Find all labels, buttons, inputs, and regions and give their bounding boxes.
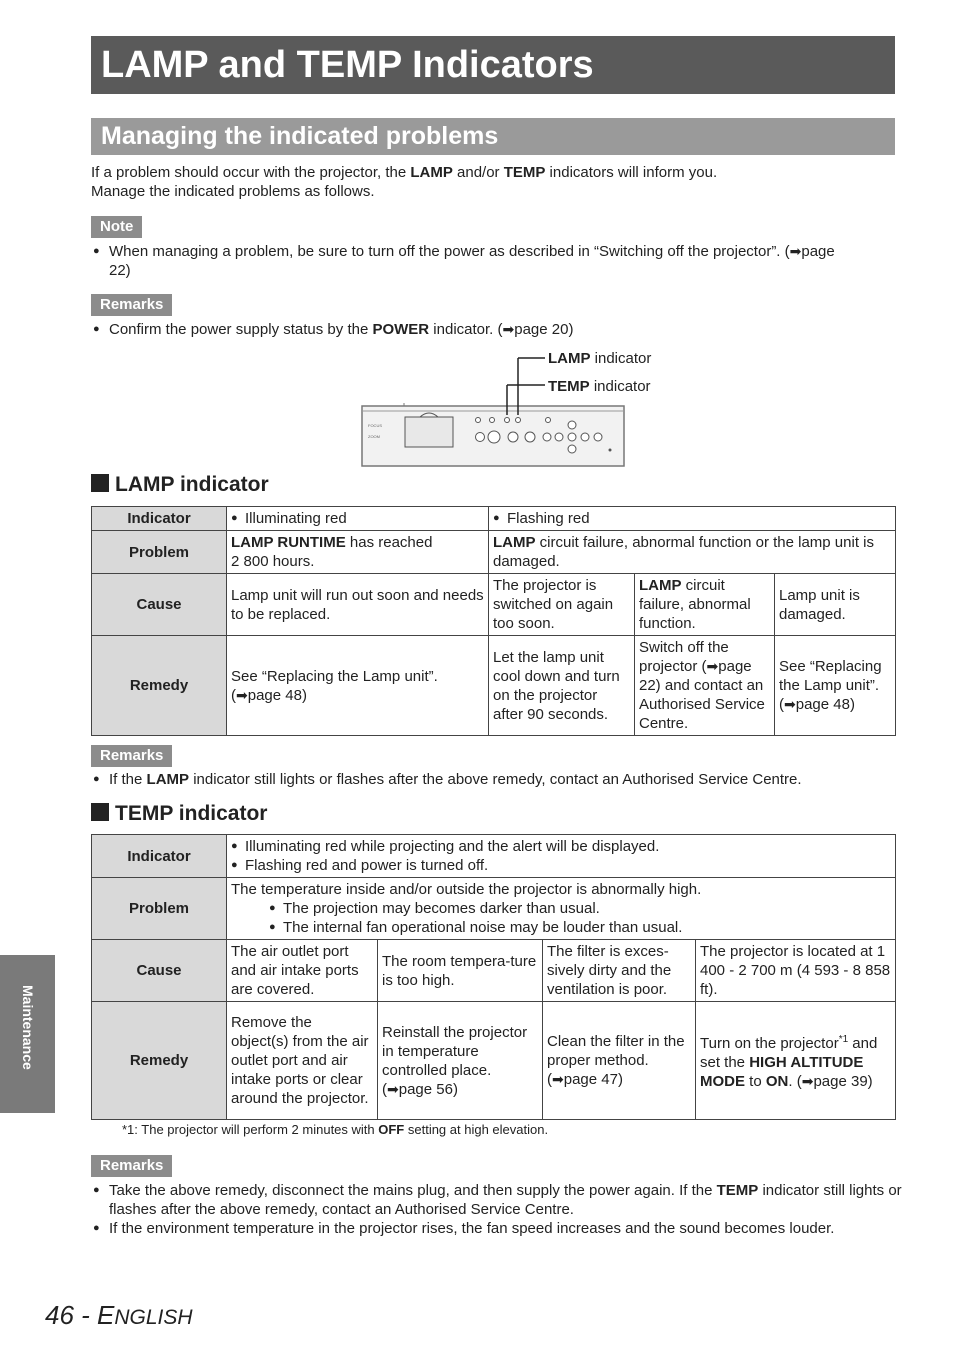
lamp-indicator-callout: LAMP indicator xyxy=(548,350,652,367)
intro: If a problem should occur with the projector, the LAMP and/or TEMP indicators will inform you. Manage the indicated problems as follows. xyxy=(91,164,718,200)
table-row: Cause The air outlet port and air intake ports are covered. The room tempera-ture is too high. The filter is exces-sively dirty and the ventilation is poor. The projector is located at 1 400 - 2 700 m (4 593 - 8 858 ft). xyxy=(92,940,896,1002)
table-row: Indicator ● Illuminating red while projecting and the alert will be displayed. ● Flashing red and power is turned off. xyxy=(92,835,896,878)
table-row: Problem The temperature inside and/or outside the projector is abnormally high. ● The projection may becomes darker than usual. ● The internal fan operational noise may be louder than usual. xyxy=(92,878,896,940)
footnote: *1: The projector will perform 2 minutes with OFF setting at high elevation. xyxy=(122,1122,549,1137)
remarks1-text: ● Confirm the power supply status by the POWER indicator. (➡page 20) xyxy=(91,320,909,339)
page-number: 46 - ENGLISH xyxy=(45,1300,193,1330)
arrow-right-icon: ➡ xyxy=(236,686,248,703)
note-tag: Note xyxy=(91,216,142,238)
table-row: Indicator ● Illuminating red ● Flashing red xyxy=(92,507,896,531)
lamp-indicator-heading: LAMP indicator xyxy=(91,473,269,497)
remarks3-bullet-2: ● If the environment temperature in the projector rises, the fan speed increases and the sound becomes louder. xyxy=(91,1219,915,1238)
square-bullet-icon xyxy=(91,474,109,492)
arrow-right-icon: ➡ xyxy=(801,1073,814,1089)
temp-indicator-heading: TEMP indicator xyxy=(91,802,267,826)
side-tab-maintenance: Maintenance xyxy=(0,955,55,1113)
svg-text:FOCUS: FOCUS xyxy=(368,423,382,428)
temp-indicator-callout: TEMP indicator xyxy=(548,378,651,395)
lamp-indicator-table xyxy=(91,506,896,736)
table-row: Problem LAMP RUNTIME has reached 2 800 hours. LAMP circuit failure, abnormal function or the lamp unit is damaged. xyxy=(92,531,896,574)
note-text: ● When managing a problem, be sure to turn off the power as described in “Switching off the projector”. (➡page 22) xyxy=(91,242,909,280)
table-row: Remedy Remove the object(s) from the air outlet port and air intake ports or clear around the projector. Reinstall the projector in temperature controlled place. (➡page 56) Clean the filter in the proper method. (➡page 47) Turn on the projector$^{*1}$ and set the HIGH ALTITUDE MODE to ON. (➡page 39) xyxy=(92,1002,896,1120)
arrow-right-icon: ➡ xyxy=(387,1080,399,1097)
page-title: LAMP and TEMP Indicators xyxy=(101,44,594,86)
remarks-tag: Remarks xyxy=(91,745,172,767)
svg-text:ZOOM: ZOOM xyxy=(368,434,380,439)
arrow-right-icon: ➡ xyxy=(502,321,515,337)
page-title-bar xyxy=(91,36,895,94)
table-row: Cause Lamp unit will run out soon and needs to be replaced. The projector is switched on again too soon. LAMP circuit failure, abnormal function. Lamp unit is damaged. xyxy=(92,574,896,636)
arrow-right-icon: ➡ xyxy=(789,243,802,259)
remarks-tag: Remarks xyxy=(91,294,172,316)
arrow-right-icon: ➡ xyxy=(706,658,719,674)
remarks-tag: Remarks xyxy=(91,1155,172,1177)
remarks3-bullet-1: ● Take the above remedy, disconnect the mains plug, and then supply the power again. If the TEMP indicator still lights or flashes after the above remedy, contact an Authorised Service Centre. xyxy=(91,1181,915,1219)
section-title: Managing the indicated problems xyxy=(101,122,499,150)
square-bullet-icon xyxy=(91,803,109,821)
temp-indicator-table xyxy=(91,834,896,1120)
section-title-bar xyxy=(91,118,895,155)
arrow-right-icon: ➡ xyxy=(552,1071,564,1087)
table-row: Remedy See “Replacing the Lamp unit”. (➡page 48) Let the lamp unit cool down and turn on the projector after 90 seconds. Switch off the projector (➡page 22) and contact an Authorised Service Centre. See “Replacing the Lamp unit”. (➡page 48) xyxy=(92,636,896,736)
arrow-right-icon: ➡ xyxy=(784,696,796,712)
remarks2-text: ● If the LAMP indicator still lights or flashes after the above remedy, contact an Authorised Service Centre. xyxy=(91,770,909,789)
